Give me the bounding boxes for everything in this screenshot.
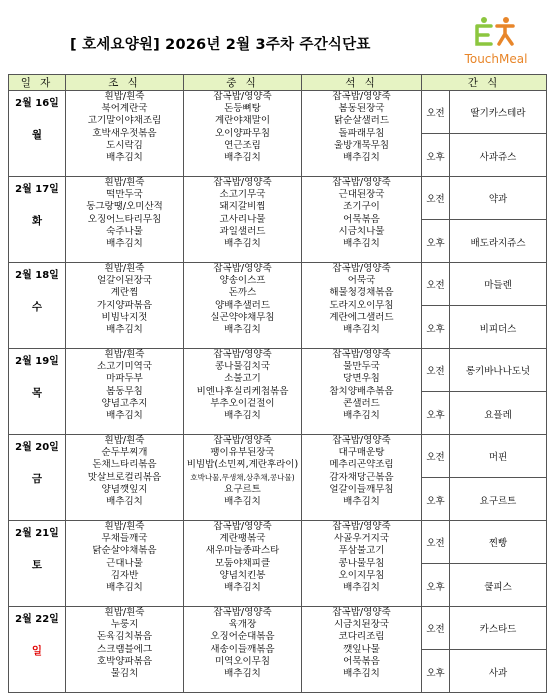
dinner-cell [302, 521, 422, 607]
breakfast-cell [66, 263, 184, 349]
snack-cell [422, 607, 547, 693]
menu-item: 흰밥/흰죽 [104, 263, 145, 274]
menu-item: 잡곡밥/영양죽 [332, 349, 391, 360]
touchmeal-logo-icon [473, 16, 517, 48]
dinner-cell [302, 177, 422, 263]
header-snack: 간 식 [422, 75, 547, 91]
menu-item: 맛살브로컬리볶음 [87, 471, 162, 483]
menu-item: 잡곡밥/영양죽 [213, 91, 272, 102]
snack-row [422, 134, 546, 177]
menu-item: 근대나물 [106, 557, 143, 569]
snack-row [422, 220, 546, 263]
dinner-list [302, 607, 421, 680]
snack-row [422, 349, 546, 392]
breakfast-list [66, 91, 183, 164]
snack-item: 사과 [488, 667, 508, 679]
snack-container [422, 91, 546, 176]
day-date: 2월 22일 [15, 614, 59, 625]
lunch-list [184, 435, 301, 508]
menu-item: 계란에그샐러드 [329, 311, 394, 323]
snack-item: 마들렌 [484, 280, 512, 291]
day-cell [9, 435, 66, 521]
lunch-cell [184, 263, 302, 349]
day-cell [9, 91, 66, 177]
day-cell [9, 177, 66, 263]
menu-item: 미역오이무침 [214, 655, 271, 667]
snack-item: 요구르트 [479, 495, 517, 507]
snack-cell [422, 349, 547, 435]
menu-item: 코다리조림 [338, 631, 385, 643]
breakfast-list [66, 263, 183, 336]
menu-item: 배추김치 [343, 152, 380, 164]
menu-item: 양념치킨봉 [219, 569, 266, 581]
dinner-cell [302, 349, 422, 435]
lunch-cell [184, 349, 302, 435]
snack-time-label: 오전 [422, 91, 450, 133]
breakfast-cell [66, 177, 184, 263]
menu-item: 콩나물김치국 [214, 361, 271, 373]
table-header-row [9, 75, 547, 91]
dinner-cell [302, 607, 422, 693]
snack-time-label: 오전 [422, 435, 450, 477]
menu-item: 새우마늘종파스타 [205, 545, 280, 557]
menu-item: 해물청경채볶음 [329, 287, 394, 299]
dinner-list [302, 435, 421, 508]
snack-time-label: 오전 [422, 521, 450, 563]
dinner-list [302, 349, 421, 422]
menu-item: 돼지갈비찜 [219, 201, 266, 213]
menu-item: 봄동된장국 [338, 103, 385, 115]
menu-item: 돈육김치볶음 [96, 631, 153, 643]
snack-item: 쿨피스 [484, 581, 512, 593]
snack-row [422, 91, 546, 134]
header-lunch: 중 식 [184, 75, 302, 91]
menu-item: 배추김치 [343, 238, 380, 250]
menu-item: 배추김치 [224, 152, 261, 164]
dinner-list [302, 91, 421, 164]
menu-item: 감자채당근볶음 [329, 471, 394, 483]
snack-time-label: 오전 [422, 263, 450, 305]
menu-item: 육개장 [228, 619, 257, 631]
snack-item: 요플레 [484, 409, 512, 421]
menu-item: 호박양파볶음 [96, 655, 153, 667]
menu-item: 가지양파볶음 [96, 299, 153, 311]
snack-time-label: 오후 [422, 220, 450, 263]
menu-item: 흰밥/흰죽 [104, 607, 145, 618]
lunch-list [184, 521, 301, 594]
day-date: 2월 20일 [15, 442, 59, 453]
menu-item: 흰밥/흰죽 [104, 349, 145, 360]
snack-time-label: 오후 [422, 478, 450, 521]
lunch-cell [184, 521, 302, 607]
breakfast-cell [66, 91, 184, 177]
snack-time-label: 오후 [422, 392, 450, 435]
menu-item: 시금치나물 [338, 225, 385, 237]
menu-item: 누룽지 [110, 619, 139, 631]
touchmeal-logo [456, 16, 536, 68]
dinner-cell [302, 91, 422, 177]
snack-item: 비피더스 [479, 323, 517, 335]
menu-item: 순두부찌개 [101, 447, 148, 459]
menu-item: 봄동무침 [106, 385, 143, 397]
snack-row [422, 521, 546, 564]
menu-item: 계란팽볶국 [219, 533, 266, 545]
page-title: [ 호세요양원] 2026년 2월 3주차 주간식단표 [70, 37, 371, 53]
menu-item: 울방개묵무침 [333, 139, 390, 151]
menu-item: 사골우거지국 [333, 533, 390, 545]
menu-item: 근대된장국 [338, 189, 385, 201]
day-weekday: 목 [31, 387, 43, 399]
lunch-list [184, 607, 301, 680]
snack-cell [422, 91, 547, 177]
menu-item: 얼갈이들깨무침 [329, 483, 394, 495]
menu-item: 배추김치 [224, 410, 261, 422]
day-weekday: 일 [31, 645, 43, 657]
lunch-cell [184, 607, 302, 693]
menu-item: 호박나물,무생채,상추채,콩나물) [190, 472, 295, 482]
header-dinner: 석 식 [302, 75, 422, 91]
snack-container [422, 607, 546, 692]
day-row [9, 91, 547, 177]
menu-body [9, 91, 547, 693]
menu-item: 배추김치 [224, 238, 261, 250]
snack-item: 배도라지쥬스 [470, 237, 526, 249]
breakfast-list [66, 435, 183, 508]
menu-item: 마파두부 [106, 373, 143, 385]
menu-item: 돌파래무침 [338, 127, 385, 139]
menu-item: 배추김치 [106, 496, 143, 508]
day-weekday: 월 [31, 129, 43, 141]
snack-time-label: 오후 [422, 564, 450, 607]
menu-item: 도라지오이무침 [329, 299, 394, 311]
day-cell [9, 607, 66, 693]
menu-table [8, 74, 547, 693]
snack-row [422, 564, 546, 607]
lunch-list [184, 91, 301, 164]
header-day: 일 자 [9, 75, 66, 91]
snack-item: 찐빵 [488, 538, 508, 549]
dinner-list [302, 177, 421, 250]
dinner-list [302, 263, 421, 336]
menu-item: 계란야채말이 [214, 115, 271, 127]
menu-item: 잡곡밥/영양죽 [332, 521, 391, 532]
menu-item: 과일샐러드 [219, 225, 266, 237]
snack-time-label: 오후 [422, 306, 450, 349]
menu-item: 계란찜 [110, 287, 139, 299]
menu-item: 배추김치 [106, 152, 143, 164]
dinner-cell [302, 435, 422, 521]
breakfast-list [66, 349, 183, 422]
menu-item: 양송이스프 [219, 275, 266, 287]
snack-item: 롱키바나나도넛 [465, 366, 531, 377]
menu-item: 요구르트 [224, 483, 261, 495]
menu-item: 흰밥/흰죽 [104, 177, 145, 188]
menu-item: 도시락김 [106, 139, 143, 151]
day-weekday: 화 [31, 215, 43, 227]
snack-time-label: 오전 [422, 607, 450, 649]
day-row [9, 349, 547, 435]
menu-item: 연근조림 [224, 139, 261, 151]
snack-time-label: 오후 [422, 134, 450, 177]
snack-time-label: 오전 [422, 177, 450, 219]
menu-item: 물만두국 [343, 361, 380, 373]
menu-item: 잡곡밥/영양죽 [213, 607, 272, 618]
snack-item: 머핀 [488, 452, 508, 463]
menu-item: 잡곡밥/영양죽 [213, 263, 272, 274]
header-breakfast: 조 식 [66, 75, 184, 91]
snack-row [422, 392, 546, 435]
menu-item: 무채들깨국 [101, 533, 148, 545]
breakfast-list [66, 177, 183, 250]
snack-row [422, 263, 546, 306]
menu-item: 스크램블에그 [96, 643, 153, 655]
menu-item: 떡만두국 [106, 189, 143, 201]
menu-item: 북어계란국 [101, 103, 148, 115]
menu-item: 오징어순대볶음 [210, 631, 275, 643]
snack-cell [422, 263, 547, 349]
snack-container [422, 177, 546, 262]
menu-item: 숙주나물 [106, 225, 143, 237]
snack-time-label: 오전 [422, 349, 450, 391]
menu-item: 오이양파무침 [214, 127, 271, 139]
menu-item: 고사리나물 [219, 213, 266, 225]
menu-item: 비빔낙지젓 [101, 311, 148, 323]
menu-item: 오징어느타리무침 [87, 213, 162, 225]
menu-item: 콘샐러드 [343, 397, 380, 409]
menu-item: 배추김치 [343, 324, 380, 336]
menu-item: 오이지무침 [338, 569, 385, 581]
menu-item: 배추김치 [224, 496, 261, 508]
menu-item: 참치양배추볶음 [329, 385, 394, 397]
menu-item: 배추김치 [343, 582, 380, 594]
snack-item: 약과 [488, 194, 508, 205]
menu-item: 소불고기 [224, 373, 261, 385]
day-weekday: 토 [31, 559, 43, 571]
menu-item: 어묵볶음 [343, 655, 380, 667]
menu-item: 대구매운탕 [338, 447, 385, 459]
menu-item: 어묵국 [347, 275, 376, 287]
menu-item: 호박새우젓볶음 [92, 127, 157, 139]
menu-item: 배추김치 [106, 238, 143, 250]
lunch-list [184, 177, 301, 250]
day-row [9, 263, 547, 349]
breakfast-cell [66, 521, 184, 607]
menu-item: 잡곡밥/영양죽 [213, 521, 272, 532]
menu-item: 잡곡밥/영양죽 [332, 177, 391, 188]
menu-item: 잡곡밥/영양죽 [332, 607, 391, 618]
menu-item: 닭순살야채볶음 [92, 545, 157, 557]
logo-text: TouchMeal [464, 52, 528, 66]
day-date: 2월 16일 [15, 98, 59, 109]
day-date: 2월 18일 [15, 270, 59, 281]
day-weekday: 금 [31, 473, 43, 485]
day-date: 2월 19일 [15, 356, 59, 367]
menu-item: 소고기무국 [219, 189, 266, 201]
menu-item: 양념깻잎지 [101, 483, 148, 495]
day-date: 2월 17일 [15, 184, 59, 195]
menu-item: 배추김치 [224, 582, 261, 594]
menu-item: 배추김치 [343, 410, 380, 422]
menu-item: 고기말이야채조림 [87, 115, 162, 127]
menu-item: 잡곡밥/영양죽 [332, 91, 391, 102]
menu-item: 양념고추지 [101, 397, 148, 409]
menu-item: 닭순살샐러드 [333, 115, 390, 127]
menu-item: 양배추샐러드 [214, 299, 271, 311]
menu-item: 시금치된장국 [333, 619, 390, 631]
menu-item: 실곤약야채무침 [210, 311, 275, 323]
day-cell [9, 349, 66, 435]
menu-item: 돈채느타리볶음 [92, 459, 157, 471]
lunch-list [184, 263, 301, 336]
snack-item: 사과쥬스 [479, 151, 517, 163]
snack-item: 카스타드 [479, 624, 517, 635]
breakfast-list [66, 521, 183, 594]
menu-item: 돈등뼈탕 [224, 103, 261, 115]
day-row [9, 607, 547, 693]
snack-row [422, 306, 546, 349]
menu-item: 부추오이겉절이 [210, 397, 275, 409]
day-row [9, 435, 547, 521]
menu-item: 배추김치 [343, 668, 380, 680]
menu-item: 얼갈이된장국 [96, 275, 153, 287]
menu-item: 배추김치 [224, 668, 261, 680]
lunch-cell [184, 177, 302, 263]
menu-item: 잡곡밥/영양죽 [332, 263, 391, 274]
menu-item: 깻잎나물 [343, 643, 380, 655]
snack-cell [422, 177, 547, 263]
snack-row [422, 607, 546, 650]
dinner-list [302, 521, 421, 594]
menu-item: 비빔밥(소민찌,계란후라이) [186, 459, 299, 471]
menu-item: 새송이들깨볶음 [210, 643, 275, 655]
breakfast-cell [66, 435, 184, 521]
dinner-cell [302, 263, 422, 349]
breakfast-cell [66, 349, 184, 435]
menu-item: 잡곡밥/영양죽 [213, 177, 272, 188]
menu-item: 모둠야채피클 [214, 557, 271, 569]
lunch-cell [184, 435, 302, 521]
lunch-list [184, 349, 301, 422]
snack-item: 딸기카스테라 [470, 108, 526, 119]
snack-container [422, 263, 546, 348]
day-cell [9, 263, 66, 349]
snack-container [422, 349, 546, 434]
menu-item: 당면우침 [343, 373, 380, 385]
day-row [9, 177, 547, 263]
snack-row [422, 650, 546, 693]
lunch-cell [184, 91, 302, 177]
snack-row [422, 435, 546, 478]
snack-container [422, 521, 546, 606]
snack-row [422, 177, 546, 220]
header [0, 0, 554, 74]
menu-item: 어묵볶음 [343, 213, 380, 225]
snack-cell [422, 521, 547, 607]
menu-item: 콩나물무침 [338, 557, 385, 569]
menu-item: 흰밥/흰죽 [104, 435, 145, 446]
menu-item: 조기구이 [343, 201, 380, 213]
day-date: 2월 21일 [15, 528, 59, 539]
menu-item: 물김치 [110, 668, 139, 680]
menu-item: 메추리곤약조림 [329, 459, 394, 471]
menu-item: 흰밥/흰죽 [104, 521, 145, 532]
menu-item: 푸삼불고기 [338, 545, 385, 557]
snack-row [422, 478, 546, 521]
menu-item: 비엔나후실리케첩볶음 [196, 385, 289, 397]
snack-cell [422, 435, 547, 521]
menu-item: 김자반 [110, 569, 139, 581]
snack-time-label: 오후 [422, 650, 450, 693]
menu-item: 동그랑땡/오미산적 [86, 201, 163, 213]
day-cell [9, 521, 66, 607]
snack-container [422, 435, 546, 520]
menu-item: 팽이유부된장국 [210, 447, 275, 459]
day-weekday: 수 [31, 301, 43, 313]
menu-item: 흰밥/흰죽 [104, 91, 145, 102]
menu-item: 잡곡밥/영양죽 [213, 435, 272, 446]
menu-item: 잡곡밥/영양죽 [332, 435, 391, 446]
menu-item: 배추김치 [106, 582, 143, 594]
menu-item: 배추김치 [224, 324, 261, 336]
breakfast-cell [66, 607, 184, 693]
menu-item: 배추김치 [106, 410, 143, 422]
menu-item: 돈까스 [228, 287, 257, 299]
menu-item: 배추김치 [343, 496, 380, 508]
menu-item: 소고기미역국 [96, 361, 153, 373]
menu-item: 배추김치 [106, 324, 143, 336]
menu-item: 잡곡밥/영양죽 [213, 349, 272, 360]
breakfast-list [66, 607, 183, 680]
day-row [9, 521, 547, 607]
